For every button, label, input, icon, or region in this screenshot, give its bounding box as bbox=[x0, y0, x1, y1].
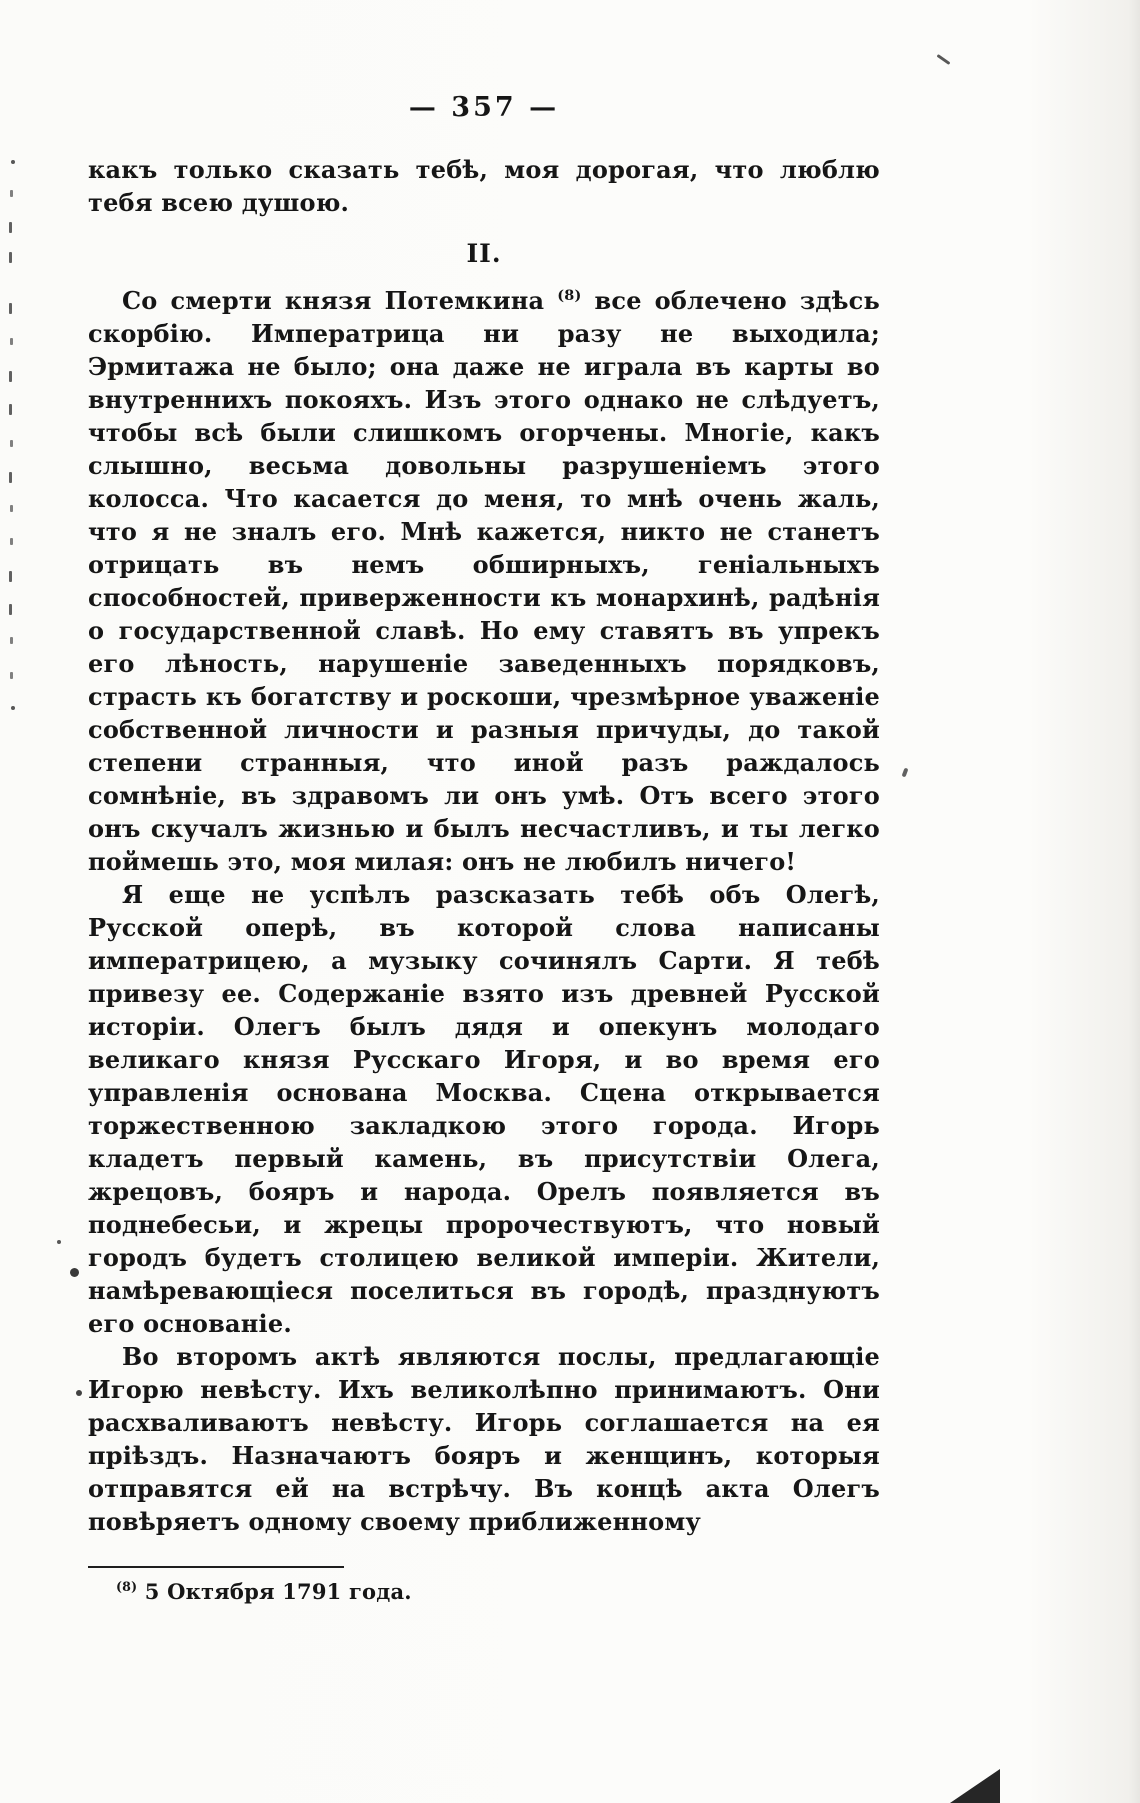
paragraph-opening: какъ только сказать тебѣ, моя дорогая, что люблю тебя всею душою. bbox=[88, 155, 880, 217]
scan-artifact bbox=[9, 303, 12, 314]
paragraph-potemkin bbox=[88, 284, 880, 878]
footnote-text: 5 Октября 1791 года. bbox=[137, 1579, 412, 1604]
scan-artifact bbox=[57, 1240, 61, 1244]
text-column bbox=[88, 92, 880, 1605]
scan-artifact bbox=[9, 604, 12, 615]
scan-artifact bbox=[76, 1390, 82, 1396]
scan-artifact bbox=[9, 404, 12, 415]
scan-artifact bbox=[10, 637, 13, 644]
footnote-reference-marker: (8) bbox=[557, 287, 582, 304]
scan-artifact bbox=[936, 54, 950, 65]
scan-artifact bbox=[10, 672, 13, 679]
scan-artifact bbox=[9, 222, 12, 233]
paragraph-potemkin-after-note: все облечено здѣсь скорбію. Императрица ни разу не выходила; Эрмитажа не было; она даже не играла въ карты во внутреннихъ покояхъ. Изъ этого однако не слѣдуетъ, чтобы всѣ были слишкомъ огорчены. Многіе, какъ слышно, весьма довольны разрушеніемъ этого колосса. Что касается до меня, то мнѣ очень жаль, что я не зналъ его. Мнѣ кажется, никто не станетъ отрицать въ немъ обширныхъ, геніальныхъ способностей, приверженности къ монархинѣ, радѣнія о государственной славѣ. Но ему ставятъ въ упрекъ его лѣность, нарушеніе заведенныхъ порядковъ, страсть къ богатству и роскоши, чрезмѣрное уваженіе собственной личности и разныя причуды, до такой степени странныя, что иной разъ раждалось сомнѣніе, въ здравомъ ли онъ умѣ. Отъ всего этого онъ скучалъ жизнью и былъ несчастливъ, и ты легко поймешь это, моя милая: онъ не любилъ ничего! bbox=[88, 286, 880, 876]
scan-artifact bbox=[10, 190, 13, 197]
page-body bbox=[88, 153, 880, 1605]
footnote-marker: (8) bbox=[116, 1579, 138, 1594]
scan-artifact bbox=[9, 371, 12, 382]
scan-artifact bbox=[11, 706, 15, 710]
page-number: — 357 — bbox=[408, 92, 560, 123]
scan-artifact bbox=[10, 338, 13, 345]
paragraph-oleg-opera: Я еще не успѣлъ разсказать тебѣ объ Олегѣ, Русской оперѣ, въ которой слова написаны императрицею, а музыку сочинялъ Сарти. Я тебѣ привезу ее. Содержаніе взято изъ древней Русской исторіи. Олегъ былъ дядя и опекунъ молодаго великаго князя Русскаго Игоря, и во время его управленія основана Москва. Сцена открывается торжественною закладкою этого города. Игорь кладетъ первый камень, въ присутствіи Олега, жрецовъ, бояръ и народа. Орелъ появляется въ поднебесьи, и жрецы пророчествуютъ, что новый городъ будетъ столицею великой имперіи. Жители, намѣревающіеся поселиться въ городѣ, празднуютъ его основаніе. bbox=[88, 880, 880, 1338]
footnote bbox=[88, 1578, 880, 1605]
scan-artifact bbox=[70, 1268, 79, 1277]
scan-artifact bbox=[9, 571, 12, 582]
scan-artifact bbox=[10, 538, 13, 545]
paragraph-potemkin-before-note: Со смерти князя Потемкина bbox=[122, 286, 558, 315]
scan-artifact bbox=[10, 440, 13, 447]
scan-artifact bbox=[10, 505, 13, 512]
scan-artifact bbox=[902, 768, 909, 778]
footnote-rule bbox=[88, 1566, 344, 1568]
page-corner-fold bbox=[950, 1769, 1000, 1803]
paragraph-second-act: Во второмъ актѣ являются послы, предлагающіе Игорю невѣсту. Ихъ великолѣпно принимаютъ. Они расхваливаютъ невѣсту. Игорь соглашается на ея пріѣздъ. Назначаютъ бояръ и женщинъ, которыя отправятся ей на встрѣчу. Въ концѣ акта Олегъ повѣряетъ одному своему приближенному bbox=[88, 1342, 880, 1536]
scan-artifact bbox=[11, 160, 15, 164]
scan-artifact bbox=[9, 252, 12, 263]
scan-artifact bbox=[9, 472, 12, 483]
section-heading: II. bbox=[466, 239, 502, 268]
